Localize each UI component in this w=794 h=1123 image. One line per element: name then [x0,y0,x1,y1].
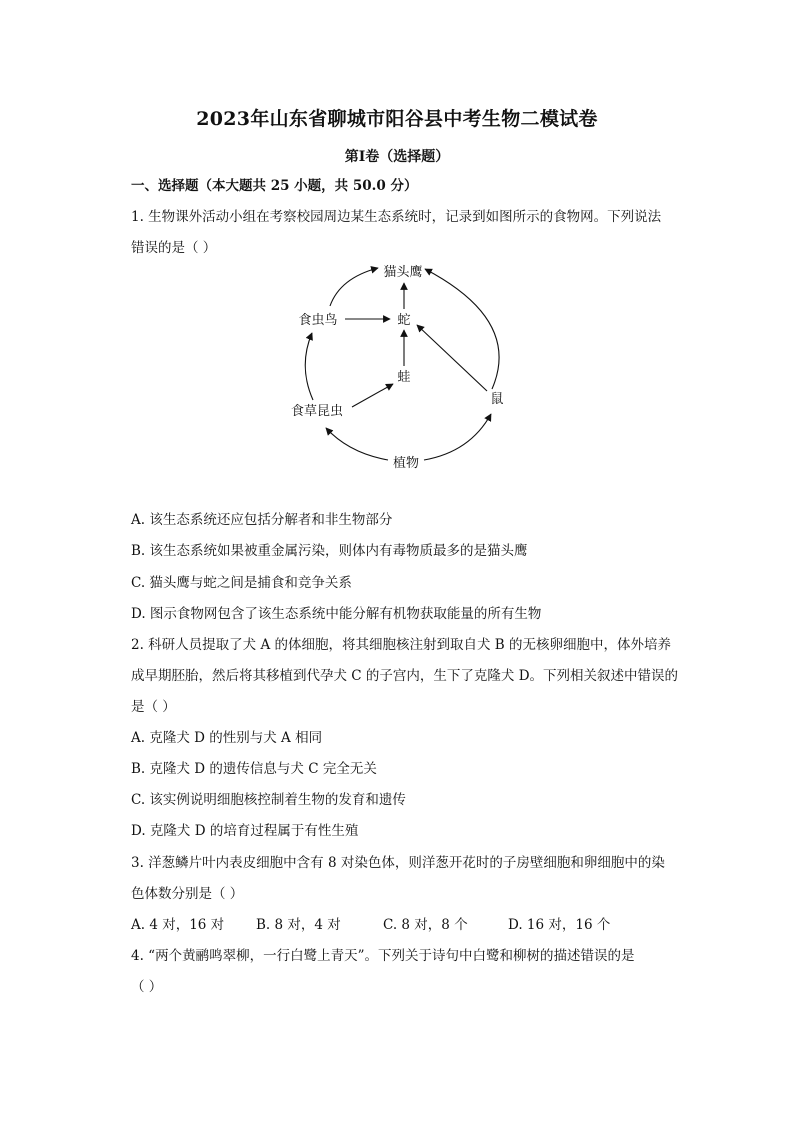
question-2-option-b: B. 克隆犬 D 的遗传信息与犬 C 完全无关 [131,761,377,777]
node-frog: 蛙 [397,370,411,385]
question-2-line-2: 成早期胚胎，然后将其移植到代孕犬 C 的子宫内，生下了克隆犬 D。下列相关叙述中错误的 [131,668,679,684]
question-4-line-1: 4. “两个黄鹂鸣翠柳，一行白鹭上青天”。下列关于诗句中白鹭和柳树的描述错误的是 [131,948,635,964]
arrow-plant-to-mouse [424,414,491,460]
question-2-option-d: D. 克隆犬 D 的培育过程属于有性生殖 [131,823,359,839]
page-title: 2023年山东省聊城市阳谷县中考生物二模试卷 [196,108,598,130]
arrow-plant-to-insect [326,428,388,460]
question-3-line-2: 色体数分别是（ ） [131,886,244,902]
question-1-option-a: A. 该生态系统还应包括分解者和非生物部分 [131,512,393,528]
arrow-mouse-to-owl [425,269,499,389]
question-1-option-b: B. 该生态系统如果被重金属污染，则体内有毒物质最多的是猫头鹰 [131,543,528,559]
node-herbivorous-insect: 食草昆虫 [290,404,344,419]
node-snake: 蛇 [397,313,411,328]
question-1-line-1: 1. 生物课外活动小组在考察校园周边某生态系统时，记录到如图所示的食物网。下列说法 [131,209,662,225]
node-plant: 植物 [392,456,420,471]
question-2-option-a: A. 克隆犬 D 的性别与犬 A 相同 [131,730,323,746]
section-header: 一、选择题（本大题共 25 小题，共 50.0 分） [131,178,418,194]
arrow-insect-to-frog [352,384,393,407]
question-3-option-a: A. 4 对，16 对 [131,917,225,933]
node-owl: 猫头鹰 [383,265,423,280]
question-1-line-2: 错误的是（ ） [131,240,217,256]
question-3-option-b: B. 8 对，4 对 [256,917,341,933]
question-3-option-d: D. 16 对，16 个 [508,917,611,933]
arrow-mouse-to-snake [417,325,487,391]
question-2-option-c: C. 该实例说明细胞核控制着生物的发育和遗传 [131,792,406,808]
question-1-option-c: C. 猫头鹰与蛇之间是捕食和竞争关系 [131,575,352,591]
question-1-option-d: D. 图示食物网包含了该生态系统中能分解有机物获取能量的所有生物 [131,606,542,622]
arrow-bird-to-owl [330,268,378,306]
node-insectivorous-bird: 食虫鸟 [298,313,338,328]
question-4-line-2: （ ） [131,979,163,995]
volume-title: 第I卷（选择题） [344,149,450,165]
arrow-insect-to-bird [305,333,313,400]
node-mouse: 鼠 [490,392,504,407]
question-3-option-c: C. 8 对，8 个 [383,917,468,933]
question-2-line-3: 是（ ） [131,699,176,715]
question-3-line-1: 3. 洋葱鳞片叶内表皮细胞中含有 8 对染色体，则洋葱开花时的子房壁细胞和卵细胞中的染 [131,855,665,871]
question-3-options [131,916,610,934]
question-2-line-1: 2. 科研人员提取了犬 A 的体细胞，将其细胞核注射到取自犬 B 的无核卵细胞中，体外培养 [131,637,672,653]
